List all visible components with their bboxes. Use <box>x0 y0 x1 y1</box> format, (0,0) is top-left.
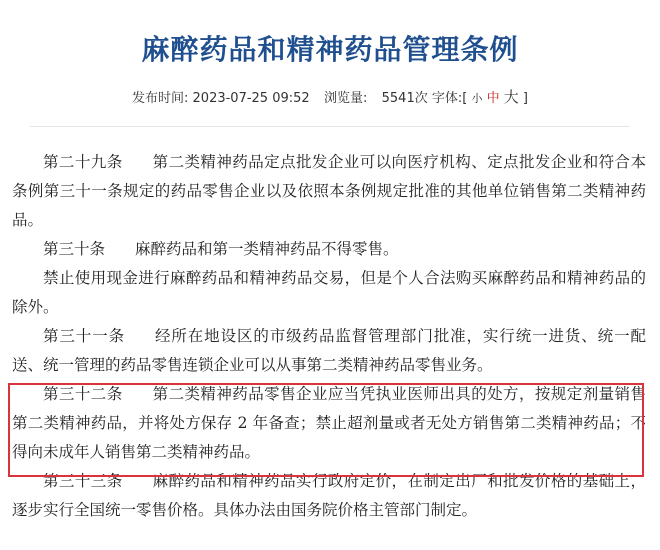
article-number: 第二十九条 <box>43 153 123 171</box>
header-divider <box>30 126 630 127</box>
article-number: 第三十条 <box>43 240 106 258</box>
article-meta <box>0 86 660 107</box>
article-text: 禁止使用现金进行麻醉药品和精神药品交易，但是个人合法购买麻醉药品和精神药品的除外。 <box>12 269 646 316</box>
article-number: 第三十三条 <box>43 472 123 490</box>
article-text: 麻醉药品和精神药品实行政府定价，在制定出厂和批发价格的基础上，逐步实行全国统一零售价格。具体办法由国务院价格主管部门制定。 <box>12 472 646 519</box>
views-label: 浏览量: <box>323 91 368 106</box>
page-title: 麻醉药品和精神药品管理条例 <box>141 33 519 66</box>
article-29 <box>12 148 646 235</box>
views-value: 5541次 <box>381 91 428 106</box>
highlight-box-article-32 <box>8 383 644 477</box>
font-size-small-button[interactable]: 小 <box>471 92 483 105</box>
article-31 <box>12 322 646 380</box>
article-number: 第三十一条 <box>43 327 125 345</box>
font-size-medium-button[interactable]: 中 <box>486 91 500 106</box>
article-number: 第三十二条 <box>43 385 123 403</box>
article-30 <box>12 235 646 264</box>
article-text: 第二类精神药品零售企业应当凭执业医师出具的处方，按规定剂量销售第二类精神药品，并将处方保存 2 年备查；禁止超剂量或者无处方销售第二类精神药品；不得向未成年人销售第二类精神药品。 <box>12 385 646 461</box>
font-size-large-button[interactable]: 大 <box>503 88 519 106</box>
published-label: 发布时间: <box>132 91 189 106</box>
published-value: 2023-07-25 09:52 <box>192 91 310 106</box>
article-text: 第二类精神药品定点批发企业可以向医疗机构、定点批发企业和符合本条例第三十一条规定的药品零售企业以及依照本条例规定批准的其他单位销售第二类精神药品。 <box>12 153 646 229</box>
article-30-paragraph-2 <box>12 264 646 322</box>
article-text: 经所在地设区的市级药品监督管理部门批准，实行统一进货、统一配送、统一管理的药品零售连锁企业可以从事第二类精神药品零售业务。 <box>12 327 646 374</box>
article-text: 麻醉药品和第一类精神药品不得零售。 <box>135 240 399 258</box>
font-size-label: 字体:[ <box>431 91 468 106</box>
font-size-close: ] <box>522 91 528 106</box>
